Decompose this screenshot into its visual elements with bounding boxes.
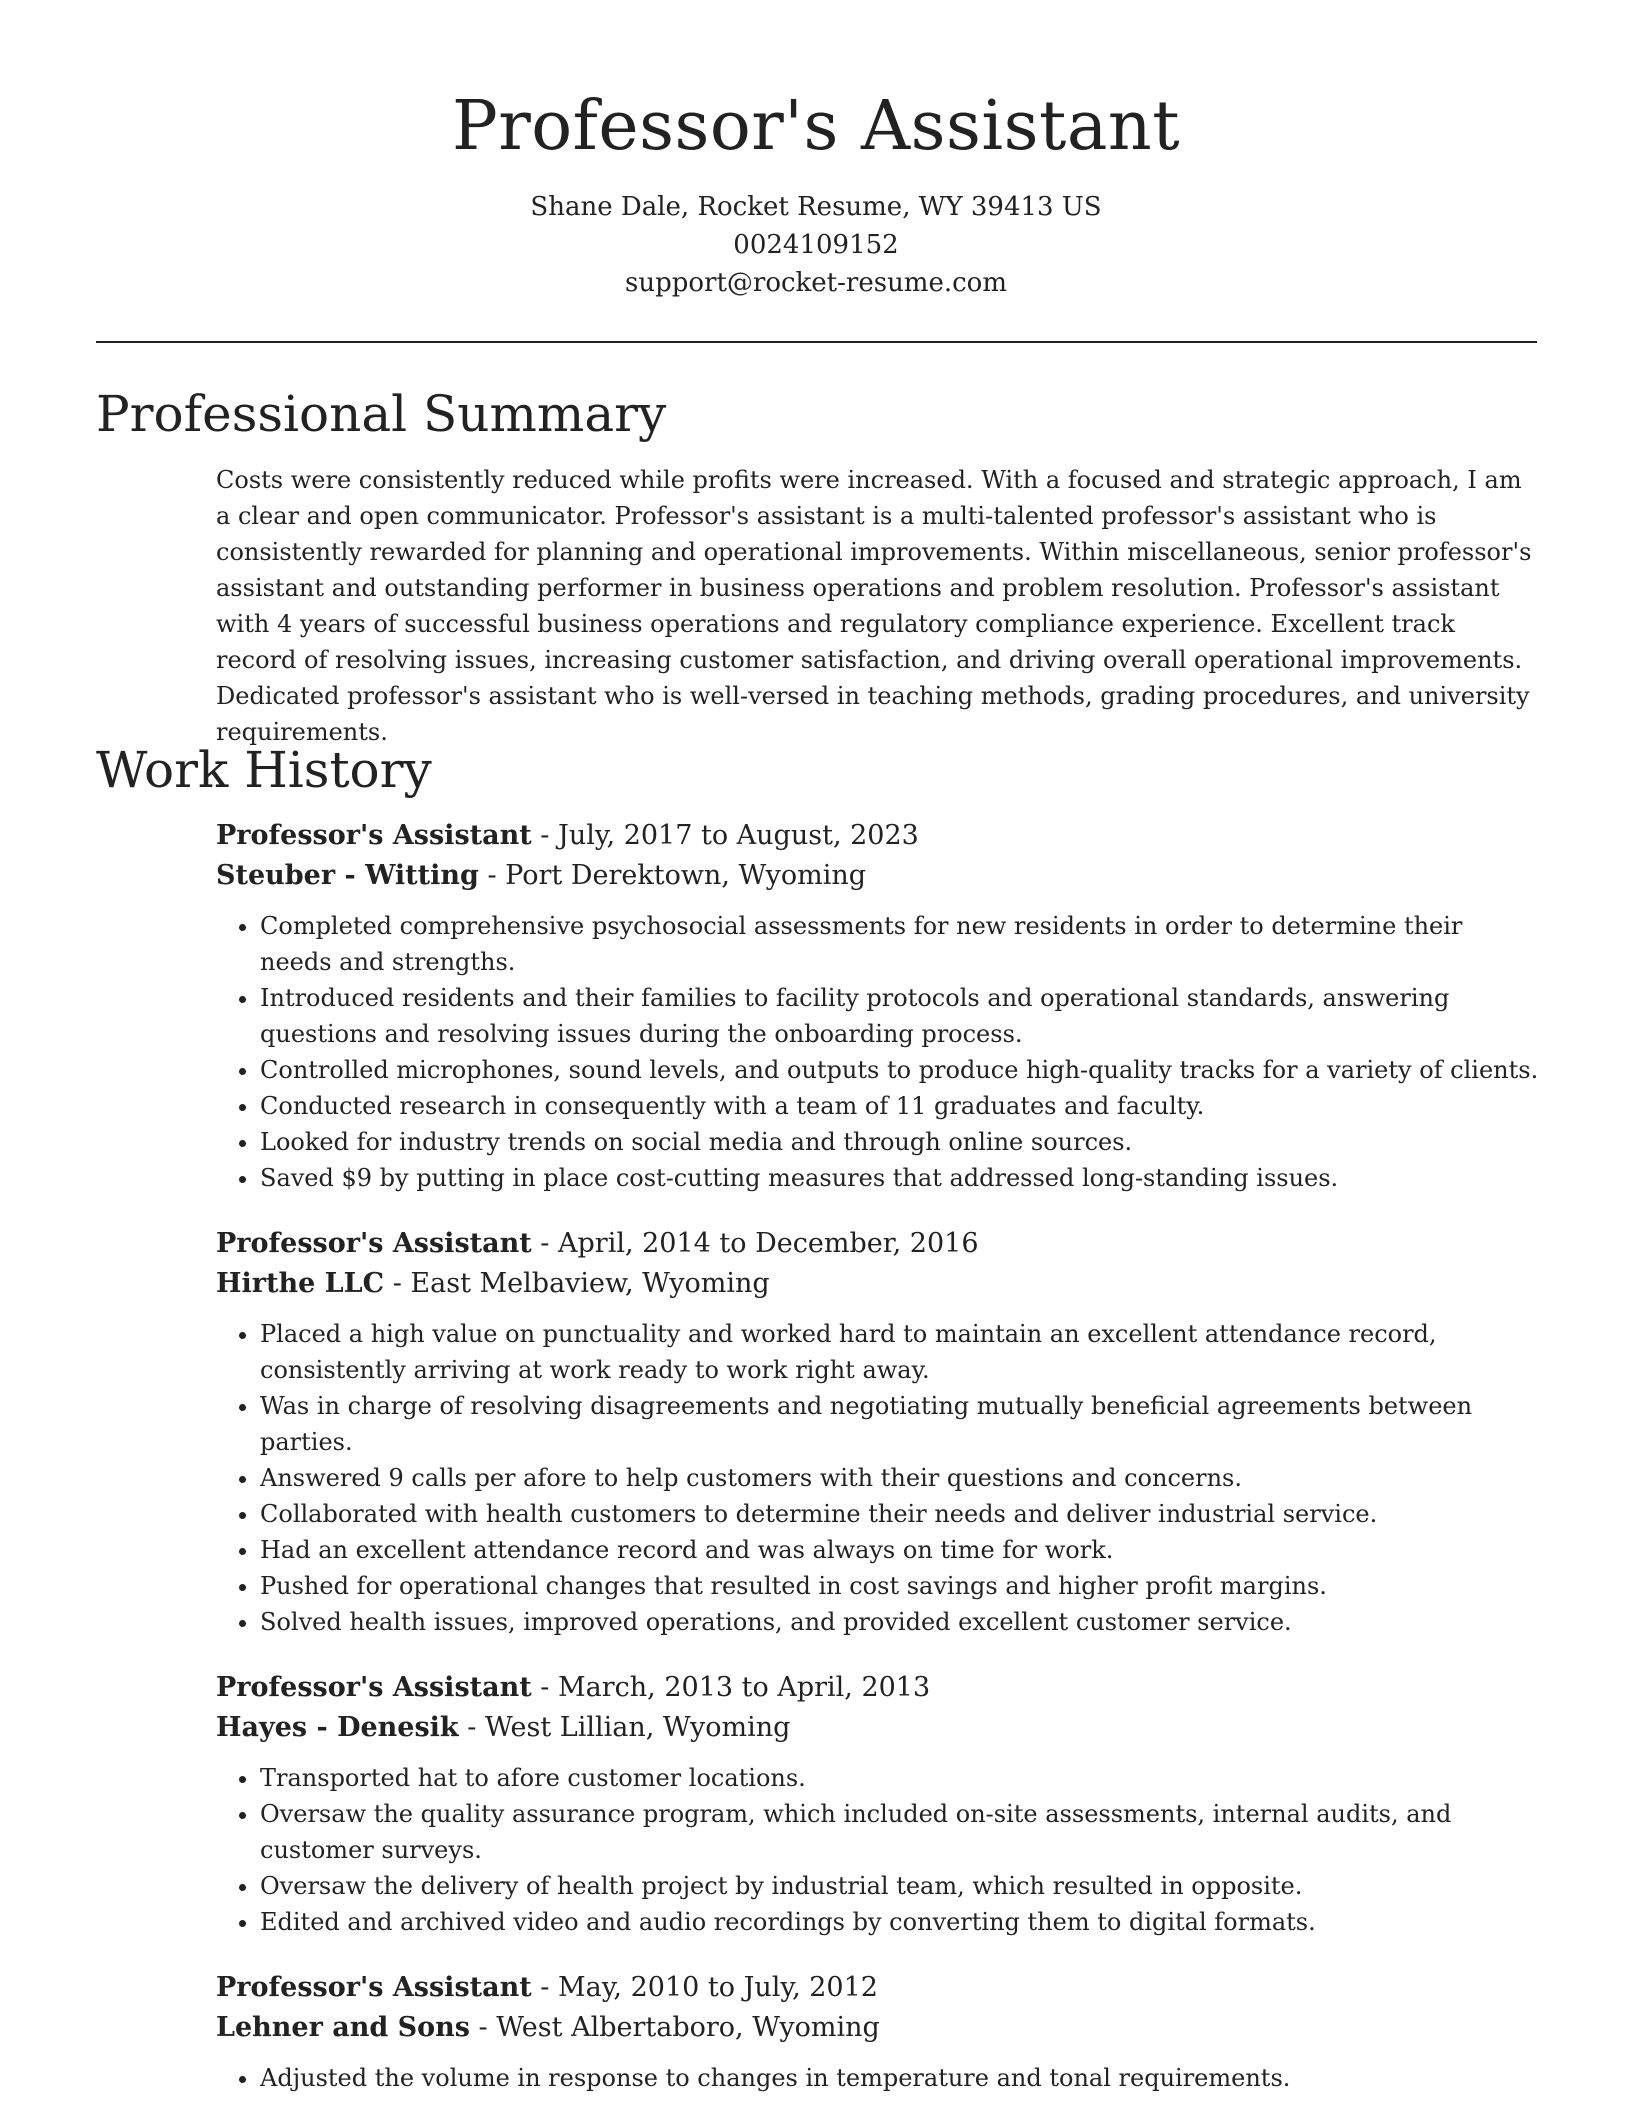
job-bullet: • Oversaw the delivery of health project by industrial team, which resulted in opposite.	[260, 1868, 1541, 1904]
job-bullet: • Controlled microphones, sound levels, and outputs to produce high-quality tracks for a variety of clients.	[260, 1052, 1541, 1088]
job-bullet: • Collaborated with health customers to determine their needs and deliver industrial service.	[260, 1496, 1541, 1532]
job-bullets	[216, 1316, 1541, 1640]
job-bullet: • Placed a high value on punctuality and worked hard to maintain an excellent attendance record, consistently arriving at work ready to work right away.	[260, 1316, 1541, 1388]
job-dates: - May, 2010 to July, 2012	[531, 1972, 878, 2003]
job-title: Professor's Assistant	[216, 1672, 532, 1703]
job-bullets	[216, 1760, 1541, 1940]
job-bullets	[216, 2060, 1541, 2096]
job-dates: - April, 2014 to December, 2016	[531, 1228, 979, 1259]
job-bullet: • Completed comprehensive psychosocial assessments for new residents in order to determine their needs and strengths.	[260, 908, 1541, 980]
resume-header	[0, 0, 1632, 302]
job-bullets	[216, 908, 1541, 1196]
job-bullet: • Was in charge of resolving disagreements and negotiating mutually beneficial agreements between parties.	[260, 1388, 1541, 1460]
job-bullet: • Oversaw the quality assurance program, which included on-site assessments, internal audits, and customer surveys.	[260, 1796, 1541, 1868]
job-entry	[216, 1668, 1541, 1940]
job-bullet: • Solved health issues, improved operations, and provided excellent customer service.	[260, 1604, 1541, 1640]
job-title: Professor's Assistant	[216, 1228, 532, 1259]
job-bullet: • Had an excellent attendance record and was always on time for work.	[260, 1532, 1541, 1568]
job-bullet: • Edited and archived video and audio recordings by converting them to digital formats.	[260, 1904, 1541, 1940]
job-company-line	[216, 856, 1541, 896]
job-location: - West Albertaboro, Wyoming	[469, 2012, 880, 2043]
header-divider	[96, 341, 1537, 343]
job-company-line	[216, 2008, 1541, 2048]
job-title: Professor's Assistant	[216, 1972, 532, 2003]
job-entry	[216, 816, 1541, 1196]
job-company-line	[216, 1264, 1541, 1304]
contact-phone: 0024109152	[733, 230, 899, 260]
job-dates: - July, 2017 to August, 2023	[531, 820, 919, 851]
job-bullet: • Saved $9 by putting in place cost-cutting measures that addressed long-standing issues.	[260, 1160, 1541, 1196]
job-bullet: • Answered 9 calls per afore to help customers with their questions and concerns.	[260, 1460, 1541, 1496]
work-history-heading: Work History	[96, 741, 432, 799]
job-title-line	[216, 1224, 1541, 1264]
summary-heading: Professional Summary	[96, 385, 667, 443]
job-entry	[216, 1224, 1541, 1640]
job-location: - East Melbaview, Wyoming	[384, 1268, 770, 1299]
work-history-list	[216, 816, 1541, 2124]
job-title-line	[216, 816, 1541, 856]
job-bullet: • Looked for industry trends on social media and through online sources.	[260, 1124, 1541, 1160]
job-location: - Port Derektown, Wyoming	[478, 860, 867, 891]
job-company-line	[216, 1708, 1541, 1748]
job-title: Professor's Assistant	[216, 820, 532, 851]
resume-name: Professor's Assistant	[451, 87, 1181, 166]
job-location: - West Lillian, Wyoming	[458, 1712, 791, 1743]
job-company: Hirthe LLC	[216, 1268, 385, 1299]
job-bullet: • Conducted research in consequently with a team of 11 graduates and faculty.	[260, 1088, 1541, 1124]
summary-text: Costs were consistently reduced while profits were increased. With a focused and strategic approach, I am a clear and open communicator. Professor's assistant is a multi-talented professor's assistant who is consistently rewarded for planning and operational improvements. Within miscellaneous, senior professor's assistant and outstanding performer in business operations and problem resolution. Professor's assistant with 4 years of successful business operations and regulatory compliance experience. Excellent track record of resolving issues, increasing customer satisfaction, and driving overall operational improvements. Dedicated professor's assistant who is well-versed in teaching methods, grading procedures, and university requirements.	[216, 466, 1532, 746]
job-company: Lehner and Sons	[216, 2012, 470, 2043]
contact-email: support@rocket-resume.com	[624, 268, 1007, 298]
contact-address: Shane Dale, Rocket Resume, WY 39413 US	[530, 192, 1102, 222]
job-entry	[216, 1968, 1541, 2096]
job-title-line	[216, 1668, 1541, 1708]
job-bullet: • Adjusted the volume in response to changes in temperature and tonal requirements.	[260, 2060, 1541, 2096]
job-company: Steuber - Witting	[216, 860, 479, 891]
contact-block	[0, 188, 1632, 302]
job-dates: - March, 2013 to April, 2013	[531, 1672, 931, 1703]
job-bullet: • Pushed for operational changes that resulted in cost savings and higher profit margins.	[260, 1568, 1541, 1604]
job-bullet: • Transported hat to afore customer locations.	[260, 1760, 1541, 1796]
job-title-line	[216, 1968, 1541, 2008]
job-bullet: • Introduced residents and their families to facility protocols and operational standards, answering questions and resolving issues during the onboarding process.	[260, 980, 1541, 1052]
job-company: Hayes - Denesik	[216, 1712, 459, 1743]
